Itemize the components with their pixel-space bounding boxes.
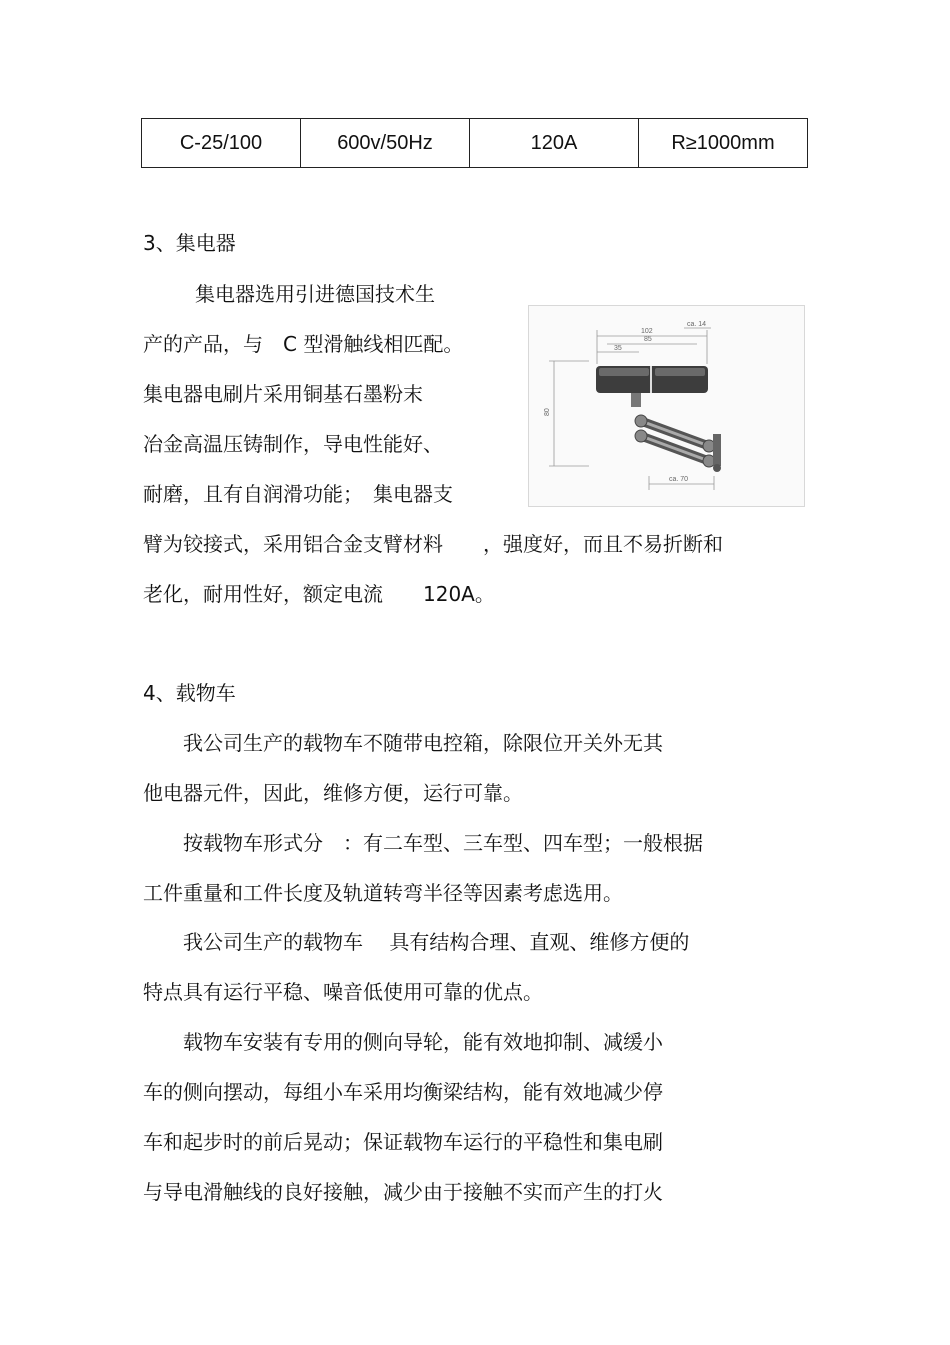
paragraph-line: 冶金高温压铸制作，导电性能好、 (143, 432, 443, 456)
paragraph-line: 车和起步时的前后晃动；保证载物车运行的平稳性和集电刷 (143, 1130, 663, 1154)
dim-label-80: 80 (544, 408, 551, 416)
section-4-heading: 4、载物车 (143, 681, 236, 705)
dim-label-ca70: ca. 70 (669, 476, 689, 483)
dim-label-35: 35 (614, 345, 622, 352)
table-cell-current: 120A (470, 119, 639, 168)
paragraph-line: 按载物车形式分 ：有二车型、三车型、四车型；一般根据 (183, 831, 703, 855)
paragraph-line: 车的侧向摆动，每组小车采用均衡梁结构，能有效地减少停 (143, 1080, 663, 1104)
paragraph-line: 与导电滑触线的良好接触，减少由于接触不实而产生的打火 (143, 1180, 663, 1204)
table-row (142, 119, 808, 168)
table-cell-voltage: 600v/50Hz (301, 119, 470, 168)
paragraph-line: 老化，耐用性好，额定电流 120A。 (143, 582, 495, 606)
collector-diagram (528, 305, 805, 507)
paragraph-line: 我公司生产的载物车 具有结构合理、直观、维修方便的 (183, 930, 690, 954)
paragraph-line: 特点具有运行平稳、噪音低使用可靠的优点。 (143, 980, 543, 1004)
spec-table (141, 118, 808, 168)
paragraph-line: 我公司生产的载物车不随带电控箱，除限位开关外无其 (183, 731, 663, 755)
paragraph-line: 臂为铰接式，采用铝合金支臂材料 ，强度好，而且不易折断和 (143, 532, 723, 556)
section-3-heading: 3、集电器 (143, 231, 236, 255)
dim-label-ca14: ca. 14 (687, 321, 707, 328)
collector-drawing (529, 306, 804, 506)
paragraph-line: 他电器元件，因此，维修方便，运行可靠。 (143, 781, 523, 805)
paragraph-line: 工件重量和工件长度及轨道转弯半径等因素考虑选用。 (143, 881, 623, 905)
paragraph-line: 集电器电刷片采用铜基石墨粉末 (143, 382, 423, 406)
paragraph-line: 耐磨，且有自润滑功能； 集电器支 (143, 482, 453, 506)
dim-label-102: 102 (641, 328, 653, 335)
table-cell-radius: R≥1000mm (639, 119, 808, 168)
paragraph-line: 产的产品，与 C 型滑触线相匹配。 (143, 332, 464, 356)
paragraph-line: 载物车安装有专用的侧向导轮，能有效地抑制、减缓小 (183, 1030, 663, 1054)
dim-label-85: 85 (644, 336, 652, 343)
paragraph-line: 集电器选用引进德国技术生 (195, 282, 435, 306)
table-cell-model: C-25/100 (142, 119, 301, 168)
